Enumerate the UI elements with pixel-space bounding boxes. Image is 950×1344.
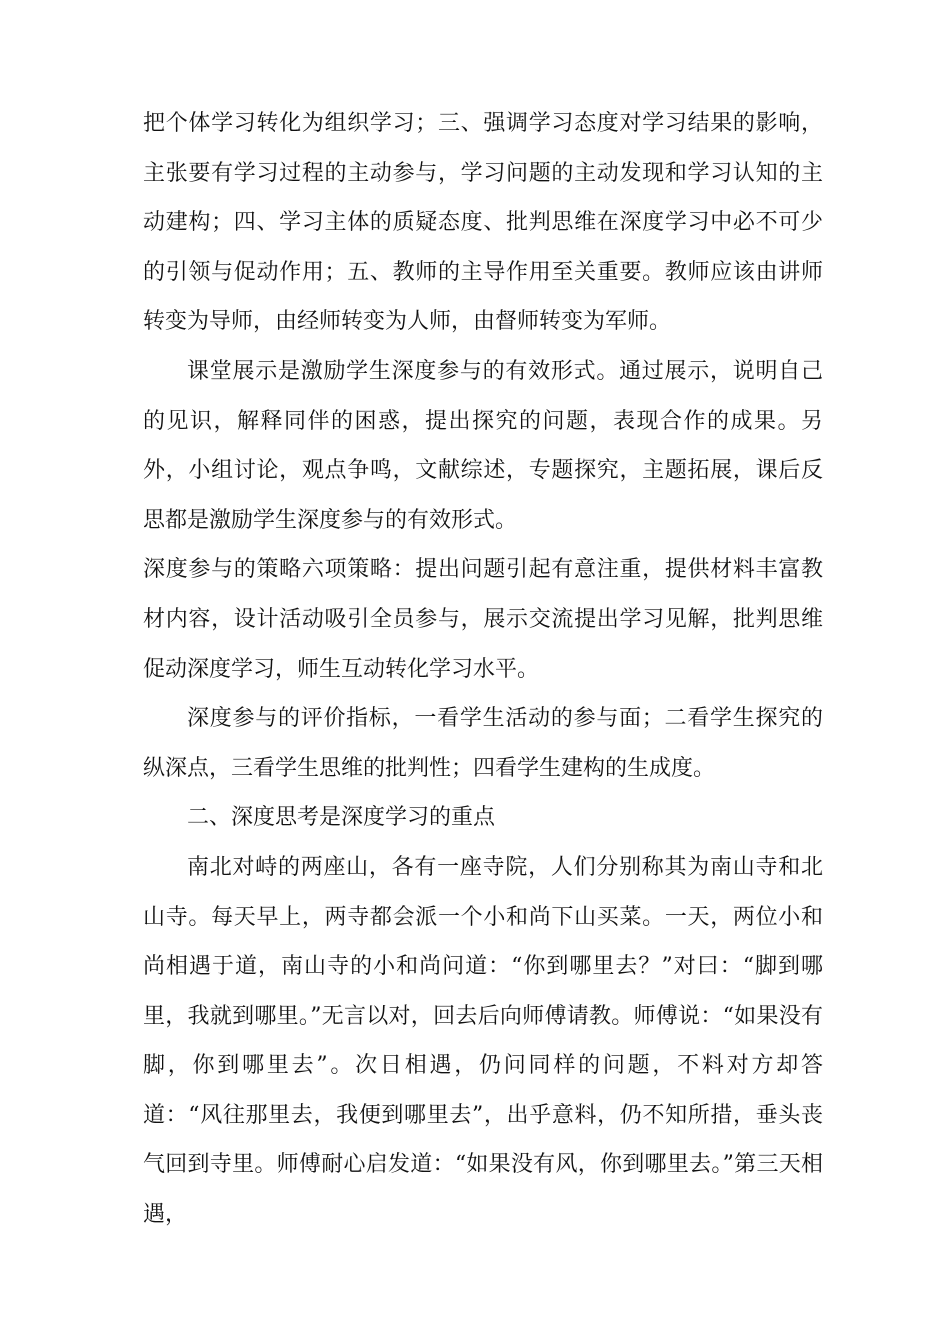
section-heading-deep-thinking: 二、深度思考是深度学习的重点 bbox=[187, 805, 496, 831]
paragraph-classroom-display: 课堂展示是激励学生深度参与的有效形式。通过展示，说明自己的见识，解释同伴的困惑，提出探究的问题，表现合作的成果。另外，小组讨论，观点争鸣，文献综述，专题探究，主题拓展，课后反思都是激励学生深度参与的有效形式。 bbox=[143, 358, 823, 533]
paragraph-participation-strategies: 深度参与的策略六项策略：提出问题引起有意注重，提供材料丰富教材内容，设计活动吸引全员参与，展示交流提出学习见解，批判思维促动深度学习，师生互动转化学习水平。 bbox=[143, 557, 823, 682]
paragraph-monk-story: 南北对峙的两座山，各有一座寺院，人们分别称其为南山寺和北山寺。每天早上，两寺都会派一个小和尚下山买菜。一天，两位小和尚相遇于道，南山寺的小和尚问道：“你到哪里去？”对曰：“脚到哪里，我就到哪里。”无言以对，回去后向师傅请教。师傅说：“如果没有脚，你到哪里去”。次日相遇，仍问同样的问题，不料对方却答道：“风往那里去，我便到哪里去”，出乎意料，仍不知所措，垂头丧气回到寺里。师傅耐心启发道：“如果没有风，你到哪里去。”第三天相遇， bbox=[143, 854, 823, 1228]
paragraph-learning-principles: 把个体学习转化为组织学习；三、强调学习态度对学习结果的影响，主张要有学习过程的主动参与，学习问题的主动发现和学习认知的主动建构；四、学习主体的质疑态度、批判思维在深度学习中必不可少的引领与促动作用；五、教师的主导作用至关重要。教师应该由讲师转变为导师，由经师转变为人师，由督师转变为军师。 bbox=[143, 111, 823, 335]
document-body bbox=[143, 99, 823, 1240]
paragraph-evaluation-indicators: 深度参与的评价指标，一看学生活动的参与面；二看学生探究的纵深点，三看学生思维的批判性；四看学生建构的生成度。 bbox=[143, 706, 823, 781]
